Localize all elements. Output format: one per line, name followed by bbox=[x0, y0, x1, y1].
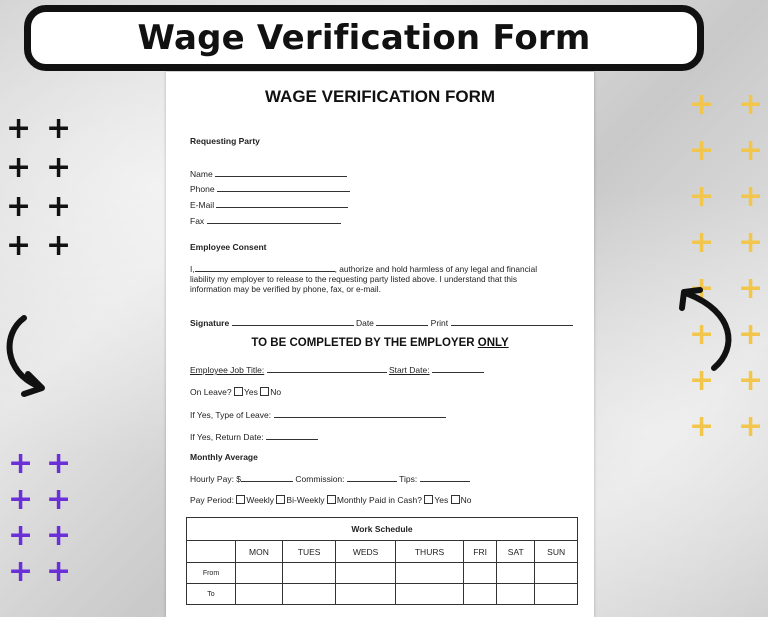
plus-icon: + bbox=[689, 87, 715, 122]
plus-icon: + bbox=[689, 271, 715, 306]
start-date-field[interactable] bbox=[432, 364, 484, 373]
date-field[interactable] bbox=[376, 317, 428, 326]
monthly-label: Monthly bbox=[336, 495, 367, 505]
email-field[interactable] bbox=[216, 199, 348, 208]
schedule-cell[interactable] bbox=[236, 563, 283, 584]
schedule-cell[interactable] bbox=[395, 563, 463, 584]
job-title-label: Employee Job Title: bbox=[190, 365, 265, 375]
hourly-pay-label: Hourly Pay: $ bbox=[190, 474, 242, 484]
row-label-from: From bbox=[187, 563, 236, 584]
plus-icon: + bbox=[6, 228, 32, 263]
cash-no-label: No bbox=[460, 495, 472, 505]
fax-field[interactable] bbox=[207, 215, 341, 224]
table-row bbox=[187, 563, 578, 584]
consent-text-1: , authorize and hold harmless of any legal and financial bbox=[334, 264, 538, 274]
schedule-cell[interactable] bbox=[464, 584, 497, 605]
return-date-row bbox=[190, 431, 318, 442]
table-row bbox=[187, 584, 578, 605]
signature-row bbox=[190, 317, 573, 328]
plus-icon: + bbox=[6, 189, 32, 224]
banner-title: Wage Verification Form bbox=[137, 18, 591, 58]
cash-yes-checkbox[interactable] bbox=[424, 495, 433, 504]
biweekly-checkbox[interactable] bbox=[276, 495, 285, 504]
on-leave-no-label: No bbox=[270, 387, 282, 397]
day-header: TUES bbox=[282, 541, 335, 563]
signature-label: Signature bbox=[190, 318, 230, 328]
hourly-pay-field[interactable] bbox=[241, 473, 293, 482]
employer-section-heading bbox=[166, 337, 594, 349]
curved-arrow-icon bbox=[674, 282, 740, 378]
on-leave-no-checkbox[interactable] bbox=[260, 387, 269, 396]
pay-period-row bbox=[190, 495, 471, 505]
employee-consent-heading: Employee Consent bbox=[190, 242, 267, 252]
schedule-cell[interactable] bbox=[497, 584, 535, 605]
day-header: FRI bbox=[464, 541, 497, 563]
monthly-average-heading: Monthly Average bbox=[190, 452, 258, 462]
return-date-label: If Yes, Return Date: bbox=[190, 432, 264, 442]
employer-heading-main: TO BE COMPLETED BY THE EMPLOYER bbox=[251, 337, 478, 349]
plus-icon: + bbox=[8, 482, 34, 517]
header-corner-cell bbox=[187, 541, 236, 563]
plus-icon: + bbox=[738, 87, 764, 122]
fax-row bbox=[190, 215, 341, 226]
plus-icon: + bbox=[738, 363, 764, 398]
schedule-cell[interactable] bbox=[282, 563, 335, 584]
plus-icon: + bbox=[738, 317, 764, 352]
leave-type-label: If Yes, Type of Leave: bbox=[190, 410, 272, 420]
schedule-cell[interactable] bbox=[236, 584, 283, 605]
schedule-cell[interactable] bbox=[535, 563, 578, 584]
pay-period-label: Pay Period: bbox=[190, 495, 234, 505]
plus-icon: + bbox=[689, 133, 715, 168]
name-label: Name bbox=[190, 169, 213, 179]
plus-icon: + bbox=[738, 179, 764, 214]
monthly-checkbox[interactable] bbox=[327, 495, 336, 504]
schedule-cell[interactable] bbox=[395, 584, 463, 605]
weekly-checkbox[interactable] bbox=[236, 495, 245, 504]
plus-icon: + bbox=[46, 446, 72, 481]
consent-name-field[interactable] bbox=[195, 263, 335, 272]
work-schedule-caption: Work Schedule bbox=[187, 518, 578, 541]
plus-icon: + bbox=[46, 482, 72, 517]
leave-type-row bbox=[190, 409, 446, 420]
curved-arrow-icon bbox=[0, 312, 54, 402]
schedule-cell[interactable] bbox=[336, 584, 396, 605]
plus-icon: + bbox=[46, 228, 72, 263]
plus-icon: + bbox=[738, 409, 764, 444]
day-header: SUN bbox=[535, 541, 578, 563]
plus-icon: + bbox=[689, 363, 715, 398]
on-leave-yes-checkbox[interactable] bbox=[234, 387, 243, 396]
plus-icon: + bbox=[8, 554, 34, 589]
return-date-field[interactable] bbox=[266, 431, 318, 440]
on-leave-label: On Leave? bbox=[190, 387, 232, 397]
plus-icon: + bbox=[8, 518, 34, 553]
plus-icon: + bbox=[8, 446, 34, 481]
tips-field[interactable] bbox=[420, 473, 470, 482]
pay-row bbox=[190, 473, 470, 484]
on-leave-row bbox=[190, 387, 281, 397]
plus-icon: + bbox=[6, 111, 32, 146]
plus-icon: + bbox=[46, 111, 72, 146]
fax-label: Fax bbox=[190, 216, 205, 226]
consent-lead: I, bbox=[190, 264, 195, 274]
name-row bbox=[190, 168, 347, 179]
plus-icon: + bbox=[738, 133, 764, 168]
plus-icon: + bbox=[689, 409, 715, 444]
schedule-cell[interactable] bbox=[535, 584, 578, 605]
schedule-cell[interactable] bbox=[336, 563, 396, 584]
day-header: SAT bbox=[497, 541, 535, 563]
cash-yes-label: Yes bbox=[434, 495, 449, 505]
phone-label: Phone bbox=[190, 184, 215, 194]
table-header-row bbox=[187, 541, 578, 563]
plus-icon: + bbox=[46, 554, 72, 589]
day-header: WEDS bbox=[336, 541, 396, 563]
biweekly-label: Bi-Weekly bbox=[286, 495, 325, 505]
schedule-cell[interactable] bbox=[497, 563, 535, 584]
schedule-cell[interactable] bbox=[464, 563, 497, 584]
day-header: MON bbox=[236, 541, 283, 563]
signature-field[interactable] bbox=[232, 317, 354, 326]
commission-label: Commission: bbox=[295, 474, 345, 484]
requesting-party-heading: Requesting Party bbox=[190, 136, 260, 146]
job-title-row bbox=[190, 364, 484, 375]
plus-icon: + bbox=[6, 150, 32, 185]
row-label-to: To bbox=[187, 584, 236, 605]
weekly-label: Weekly bbox=[246, 495, 275, 505]
plus-icon: + bbox=[46, 189, 72, 224]
plus-icon: + bbox=[689, 317, 715, 352]
email-row bbox=[190, 199, 348, 210]
plus-icon: + bbox=[46, 150, 72, 185]
on-leave-yes-label: Yes bbox=[243, 387, 258, 397]
print-field[interactable] bbox=[451, 317, 573, 326]
date-label: Date bbox=[355, 318, 374, 328]
document-title: WAGE VERIFICATION FORM bbox=[264, 87, 496, 106]
cash-no-checkbox[interactable] bbox=[451, 495, 460, 504]
plus-icon: + bbox=[689, 179, 715, 214]
name-field[interactable] bbox=[215, 168, 347, 177]
plus-icon: + bbox=[738, 271, 764, 306]
plus-icon: + bbox=[738, 225, 764, 260]
plus-icon: + bbox=[46, 518, 72, 553]
plus-icon: + bbox=[689, 225, 715, 260]
employer-heading-emphasis: ONLY bbox=[477, 337, 509, 349]
paid-cash-label: Paid in Cash? bbox=[369, 495, 422, 505]
schedule-cell[interactable] bbox=[282, 584, 335, 605]
consent-text-2: liability my employer to release to the requesting party listed above. I understand that this bbox=[190, 274, 517, 284]
leave-type-field[interactable] bbox=[274, 409, 446, 418]
consent-text-3: information may be verified by phone, fax, or e-mail. bbox=[190, 284, 381, 294]
print-label: Print bbox=[430, 318, 449, 328]
commission-field[interactable] bbox=[347, 473, 397, 482]
phone-field[interactable] bbox=[217, 183, 350, 192]
day-header: THURS bbox=[395, 541, 463, 563]
job-title-field[interactable] bbox=[267, 364, 387, 373]
email-label: E-Mail bbox=[190, 200, 215, 210]
start-date-label: Start Date: bbox=[388, 365, 430, 375]
phone-row bbox=[190, 183, 350, 194]
consent-paragraph bbox=[190, 263, 565, 294]
work-schedule-table bbox=[186, 517, 578, 605]
tips-label: Tips: bbox=[399, 474, 418, 484]
form-document bbox=[166, 72, 594, 617]
title-banner bbox=[24, 5, 704, 71]
